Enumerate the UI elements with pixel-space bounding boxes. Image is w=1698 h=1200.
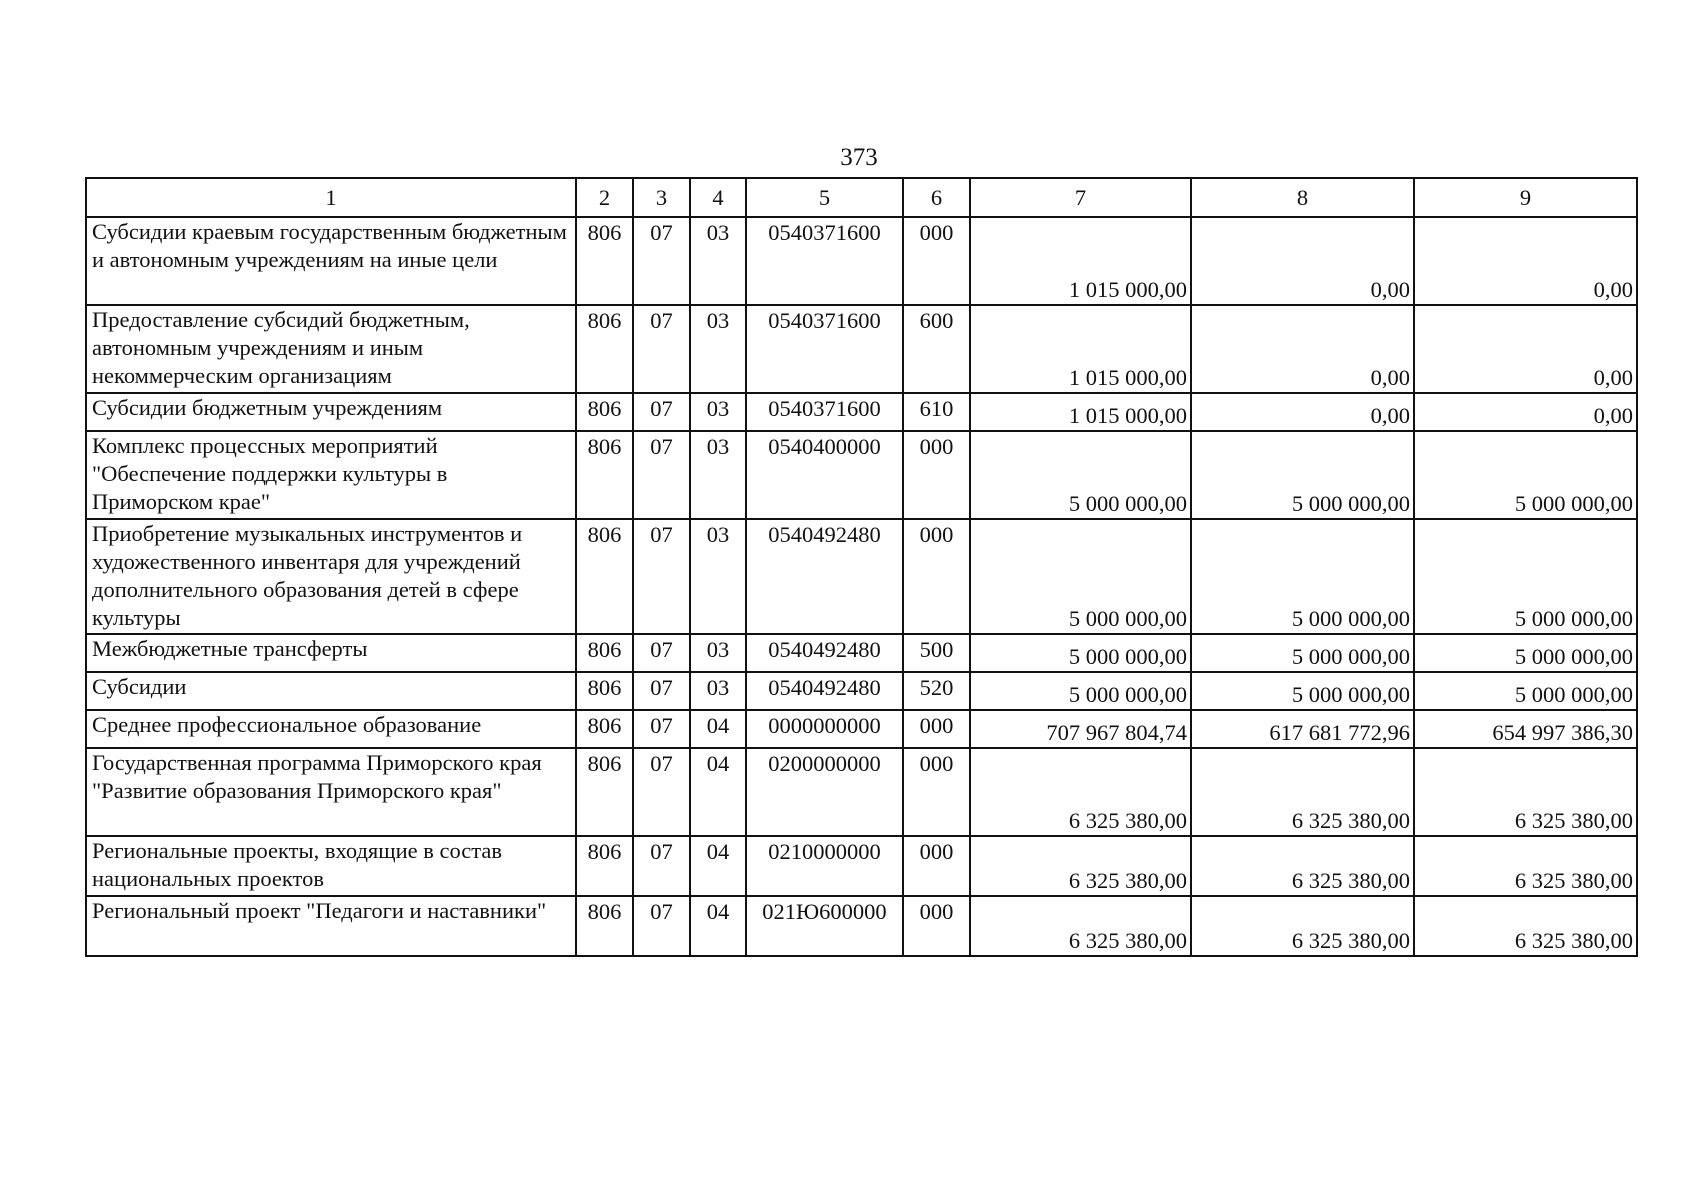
- row-name: Субсидии: [86, 672, 576, 710]
- table-row: [86, 836, 1637, 896]
- table-row: [86, 431, 1637, 519]
- amount-col-9: 0,00: [1414, 393, 1637, 431]
- row-name: Государственная программа Приморского края "Развитие образования Приморского края": [86, 748, 576, 836]
- column-header-4: 4: [690, 178, 746, 217]
- amount-col-9: 5 000 000,00: [1414, 634, 1637, 672]
- row-name: Субсидии краевым государственным бюджетным и автономным учреждениям на иные цели: [86, 217, 576, 305]
- subsection-code: 03: [690, 431, 746, 519]
- column-header-7: 7: [970, 178, 1191, 217]
- subsection-code: 04: [690, 836, 746, 896]
- ministry-code: 806: [576, 393, 633, 431]
- amount-col-7: 1 015 000,00: [970, 393, 1191, 431]
- target-article-code: 0540492480: [746, 672, 903, 710]
- amount-col-8: 6 325 380,00: [1191, 748, 1414, 836]
- amount-col-9: 0,00: [1414, 305, 1637, 393]
- amount-col-7: 6 325 380,00: [970, 836, 1191, 896]
- target-article-code: 0000000000: [746, 710, 903, 748]
- amount-col-8: 0,00: [1191, 217, 1414, 305]
- amount-col-8: 5 000 000,00: [1191, 431, 1414, 519]
- ministry-code: 806: [576, 710, 633, 748]
- target-article-code: 0540371600: [746, 217, 903, 305]
- ministry-code: 806: [576, 217, 633, 305]
- expense-type-code: 000: [903, 217, 970, 305]
- table-row: [86, 393, 1637, 431]
- column-header-1: 1: [86, 178, 576, 217]
- amount-col-8: 5 000 000,00: [1191, 519, 1414, 634]
- budget-table: [85, 177, 1638, 957]
- subsection-code: 03: [690, 305, 746, 393]
- section-code: 07: [633, 710, 690, 748]
- ministry-code: 806: [576, 634, 633, 672]
- column-header-9: 9: [1414, 178, 1637, 217]
- row-name: Региональный проект "Педагоги и наставники": [86, 896, 576, 956]
- row-name: Субсидии бюджетным учреждениям: [86, 393, 576, 431]
- subsection-code: 03: [690, 217, 746, 305]
- column-header-6: 6: [903, 178, 970, 217]
- target-article-code: 0200000000: [746, 748, 903, 836]
- amount-col-8: 0,00: [1191, 305, 1414, 393]
- amount-col-9: 5 000 000,00: [1414, 431, 1637, 519]
- subsection-code: 04: [690, 896, 746, 956]
- target-article-code: 021Ю600000: [746, 896, 903, 956]
- expense-type-code: 600: [903, 305, 970, 393]
- row-name: Предоставление субсидий бюджетным, автономным учреждениям и иным некоммерческим организациям: [86, 305, 576, 393]
- header-row: [86, 178, 1637, 217]
- amount-col-8: 0,00: [1191, 393, 1414, 431]
- table-row: [86, 896, 1637, 956]
- ministry-code: 806: [576, 748, 633, 836]
- subsection-code: 03: [690, 519, 746, 634]
- section-code: 07: [633, 634, 690, 672]
- target-article-code: 0540371600: [746, 305, 903, 393]
- column-header-3: 3: [633, 178, 690, 217]
- table-row: [86, 634, 1637, 672]
- amount-col-8: 617 681 772,96: [1191, 710, 1414, 748]
- row-name: Приобретение музыкальных инструментов и художественного инвентаря для учреждений дополнительного образования детей в сфере культуры: [86, 519, 576, 634]
- amount-col-9: 6 325 380,00: [1414, 748, 1637, 836]
- amount-col-8: 5 000 000,00: [1191, 672, 1414, 710]
- column-header-8: 8: [1191, 178, 1414, 217]
- table-row: [86, 710, 1637, 748]
- expense-type-code: 000: [903, 431, 970, 519]
- amount-col-8: 6 325 380,00: [1191, 896, 1414, 956]
- target-article-code: 0540492480: [746, 634, 903, 672]
- section-code: 07: [633, 672, 690, 710]
- target-article-code: 0210000000: [746, 836, 903, 896]
- amount-col-9: 6 325 380,00: [1414, 836, 1637, 896]
- subsection-code: 03: [690, 393, 746, 431]
- amount-col-8: 6 325 380,00: [1191, 836, 1414, 896]
- amount-col-8: 5 000 000,00: [1191, 634, 1414, 672]
- column-header-2: 2: [576, 178, 633, 217]
- expense-type-code: 000: [903, 710, 970, 748]
- amount-col-7: 1 015 000,00: [970, 217, 1191, 305]
- expense-type-code: 520: [903, 672, 970, 710]
- table-row: [86, 305, 1637, 393]
- row-name: Среднее профессиональное образование: [86, 710, 576, 748]
- amount-col-7: 5 000 000,00: [970, 519, 1191, 634]
- section-code: 07: [633, 519, 690, 634]
- ministry-code: 806: [576, 672, 633, 710]
- ministry-code: 806: [576, 896, 633, 956]
- amount-col-9: 6 325 380,00: [1414, 896, 1637, 956]
- section-code: 07: [633, 748, 690, 836]
- ministry-code: 806: [576, 836, 633, 896]
- table-row: [86, 672, 1637, 710]
- amount-col-9: 5 000 000,00: [1414, 672, 1637, 710]
- amount-col-7: 5 000 000,00: [970, 672, 1191, 710]
- amount-col-7: 5 000 000,00: [970, 431, 1191, 519]
- amount-col-9: 654 997 386,30: [1414, 710, 1637, 748]
- expense-type-code: 000: [903, 836, 970, 896]
- amount-col-9: 5 000 000,00: [1414, 519, 1637, 634]
- table-row: [86, 217, 1637, 305]
- subsection-code: 03: [690, 634, 746, 672]
- section-code: 07: [633, 431, 690, 519]
- section-code: 07: [633, 896, 690, 956]
- table-row: [86, 748, 1637, 836]
- ministry-code: 806: [576, 305, 633, 393]
- expense-type-code: 000: [903, 748, 970, 836]
- target-article-code: 0540371600: [746, 393, 903, 431]
- column-header-5: 5: [746, 178, 903, 217]
- page-number: 373: [840, 144, 878, 171]
- expense-type-code: 500: [903, 634, 970, 672]
- row-name: Комплекс процессных мероприятий "Обеспечение поддержки культуры в Приморском крае": [86, 431, 576, 519]
- section-code: 07: [633, 836, 690, 896]
- table-row: [86, 519, 1637, 634]
- section-code: 07: [633, 217, 690, 305]
- amount-col-7: 707 967 804,74: [970, 710, 1191, 748]
- amount-col-7: 6 325 380,00: [970, 748, 1191, 836]
- amount-col-7: 1 015 000,00: [970, 305, 1191, 393]
- subsection-code: 04: [690, 710, 746, 748]
- subsection-code: 04: [690, 748, 746, 836]
- target-article-code: 0540400000: [746, 431, 903, 519]
- ministry-code: 806: [576, 431, 633, 519]
- amount-col-7: 5 000 000,00: [970, 634, 1191, 672]
- table-header: [86, 178, 1637, 217]
- row-name: Межбюджетные трансферты: [86, 634, 576, 672]
- amount-col-7: 6 325 380,00: [970, 896, 1191, 956]
- expense-type-code: 610: [903, 393, 970, 431]
- target-article-code: 0540492480: [746, 519, 903, 634]
- amount-col-9: 0,00: [1414, 217, 1637, 305]
- expense-type-code: 000: [903, 896, 970, 956]
- ministry-code: 806: [576, 519, 633, 634]
- row-name: Региональные проекты, входящие в состав национальных проектов: [86, 836, 576, 896]
- section-code: 07: [633, 305, 690, 393]
- subsection-code: 03: [690, 672, 746, 710]
- table-body: [86, 217, 1637, 956]
- section-code: 07: [633, 393, 690, 431]
- expense-type-code: 000: [903, 519, 970, 634]
